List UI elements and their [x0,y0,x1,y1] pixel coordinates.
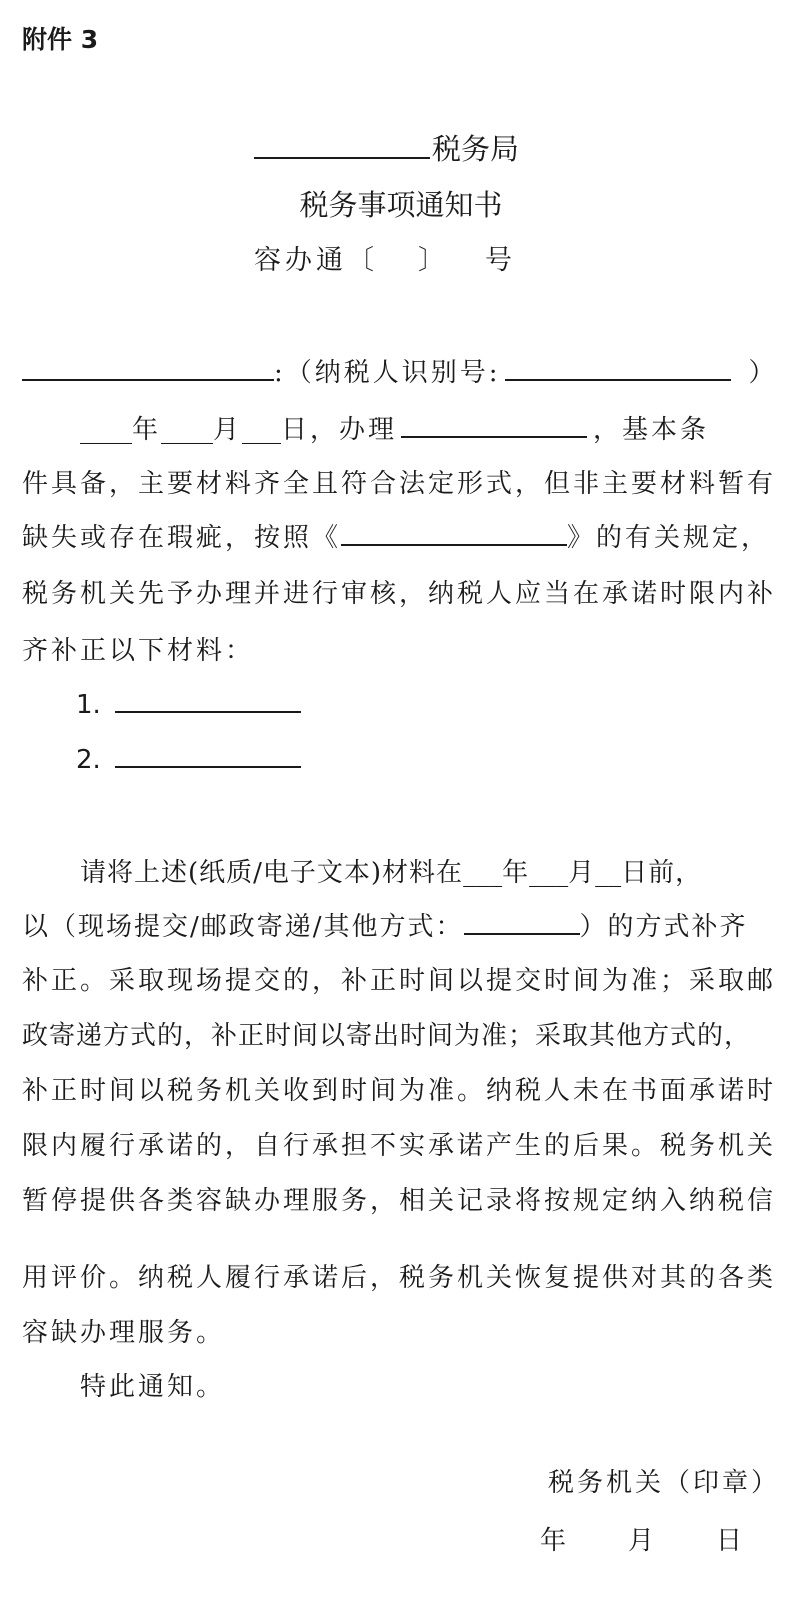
deadline-year-blank[interactable]: ___ [463,858,503,888]
para1-line1: ____年____月___日，办理 ，基本条 [80,409,709,446]
deadline-day-blank[interactable]: __ [595,858,622,888]
para1-line4: 税务机关先予办理并进行审核，纳税人应当在承诺时限内补 [22,579,777,609]
sign-month: 月 [628,1526,655,1556]
bureau-suffix: 税务局 [432,132,520,166]
list-item: 1. [76,687,301,720]
para1-line2: 件具备，主要材料齐全且符合法定形式，但非主要材料暂有 [22,469,777,499]
sign-day: 日 [716,1526,743,1556]
taxpayer-name-blank[interactable] [22,355,274,381]
closing-text: 特此通知。 [80,1372,226,1402]
para2-line5: 补正时间以税务机关收到时间为准。纳税人未在书面承诺时 [22,1076,777,1106]
matter-blank[interactable] [401,412,587,438]
para2-line4: 政寄递方式的，补正时间以寄出时间为准；采取其他方式的， [22,1021,752,1051]
docno-suffix: 号 [485,245,516,276]
other-method-blank[interactable] [464,909,580,935]
para2-line1: 请将上述(纸质/电子文本)材料在___年___月__日前， [80,858,703,888]
bureau-name-line [254,127,519,168]
close-paren: ） [748,358,778,388]
deadline-month-blank[interactable]: ___ [529,858,569,888]
year-blank[interactable]: ____ [80,415,132,445]
taxpayer-id-blank[interactable] [505,355,731,381]
para1-line3: 缺失或存在瑕疵，按照《 》的有关规定， [22,517,770,554]
para2-line6: 限内履行承诺的，自行承担不实承诺产生的后果。税务机关 [22,1131,777,1161]
para2-line7: 暂停提供各类容缺办理服务，相关记录将按规定纳入纳税信 [22,1186,777,1216]
authority-seal-line: 税务机关（印章） [548,1468,781,1498]
item-1-blank[interactable] [115,687,301,713]
document-title: 税务事项通知书 [299,188,503,222]
item-2-blank[interactable] [115,742,301,768]
para2-line9: 容缺办理服务。 [22,1318,226,1348]
document-number-line [254,238,516,277]
month-blank[interactable]: ____ [161,415,214,445]
bureau-name-blank[interactable] [254,129,430,159]
para2-line3: 补正。采取现场提交的，补正时间以提交时间为准；采取邮 [22,966,777,996]
recipient-line [22,352,778,389]
para2-line8: 用评价。纳税人履行承诺后，税务机关恢复提供对其的各类 [22,1263,777,1293]
signature-date-line [540,1520,742,1557]
sign-year: 年 [540,1526,567,1556]
regulation-blank[interactable] [341,520,567,546]
docno-close: 〕 [418,245,449,276]
docno-prefix: 容办通〔 [254,245,378,276]
para2-line2: 以（现场提交/邮政寄递/其他方式： ）的方式补齐 [22,906,748,943]
para1-line5: 齐补正以下材料： [22,636,255,666]
day-blank[interactable]: ___ [242,415,282,445]
attachment-label: 附件 3 [22,25,99,54]
taxpayer-id-label: :（纳税人识别号: [274,358,501,388]
list-item: 2. [76,742,301,775]
